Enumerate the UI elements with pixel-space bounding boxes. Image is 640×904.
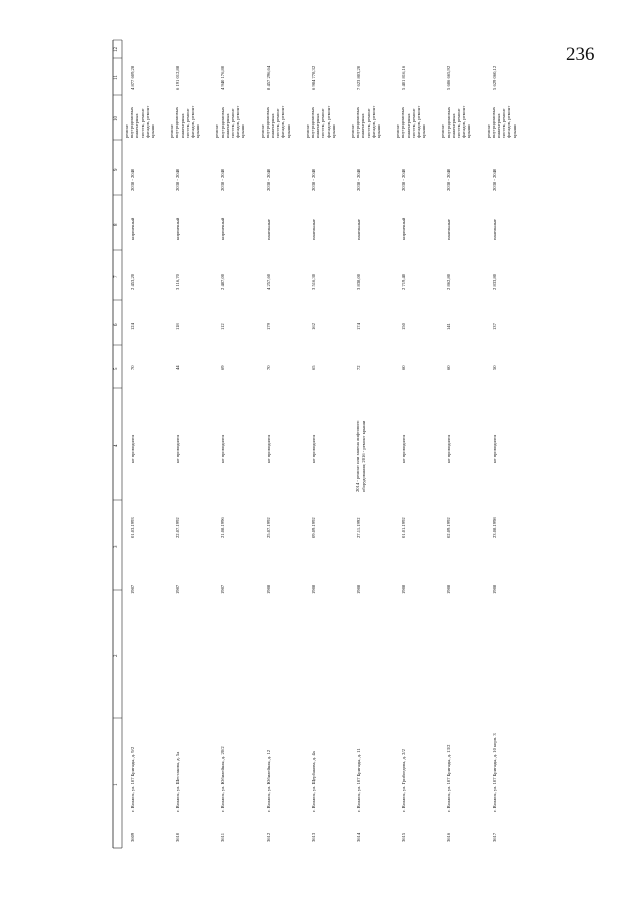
row-status-2: оборудования; 2016 - ремонт крыши <box>361 420 366 492</box>
row-col7: 137 <box>491 323 497 330</box>
row-year: 1988 <box>401 584 407 594</box>
row-col6: 65 <box>310 365 316 370</box>
row-works-line: фасадов, ремонт <box>280 105 286 138</box>
row-works-line: систем, ремонт <box>275 108 281 138</box>
row-works-line: ремонт <box>304 123 310 138</box>
row-area: 2 833,80 <box>491 273 497 290</box>
row-year: 1987 <box>130 584 135 594</box>
row-status: не проводился <box>265 434 271 463</box>
row-works-line: внутридомовых <box>219 106 225 138</box>
column-header-6: 6 <box>114 323 119 326</box>
row-number: 3613 <box>310 832 316 842</box>
row-area: 3 516,30 <box>310 273 316 290</box>
column-header-7: 7 <box>114 275 119 278</box>
row-works-line: крыши <box>421 124 427 138</box>
row-date: 02.09.1992 <box>446 517 452 538</box>
row-cost: 6 984 778,32 <box>310 65 316 90</box>
row-works-line: ремонт <box>395 123 401 138</box>
row-date: 25.07.1992 <box>265 517 271 538</box>
row-material: кирпичный <box>220 217 226 240</box>
row-works-line: инженерных <box>405 113 411 138</box>
row-status: не проводился <box>401 434 407 463</box>
row-works-line: крыши <box>240 124 246 138</box>
row-cost: 7 623 803,20 <box>356 65 361 90</box>
row-col7: 179 <box>265 323 271 330</box>
row-area: 2 453,20 <box>130 273 135 290</box>
row-material: панельные <box>310 219 316 240</box>
row-date: 01.01.1992 <box>401 517 407 538</box>
row-number: 3609 <box>130 832 135 842</box>
row-works-line: инженерных <box>496 113 501 138</box>
row-col7: 150 <box>401 323 407 330</box>
row-cost: 8 457 296,64 <box>265 65 271 90</box>
row-works-line: внутридомовых <box>129 106 135 138</box>
row-col7: 118 <box>175 323 181 330</box>
row-date: 01.03.1993 <box>130 517 135 538</box>
row-col6: 70 <box>130 365 135 370</box>
row-year: 1988 <box>491 584 497 594</box>
row-address: г. Волжск, ул. Шестакова, д. 5а <box>175 751 181 812</box>
row-works-line: систем, ремонт <box>410 108 416 138</box>
row-col6: 60 <box>446 365 452 370</box>
row-status: 2014 - ремонт или замена лифтового <box>355 420 360 492</box>
page-number: 236 <box>566 44 595 65</box>
column-header-3: 3 <box>114 545 119 548</box>
row-works-line: фасадов, ремонт <box>325 105 331 138</box>
row-works-line: инженерных <box>450 113 456 138</box>
row-period: 2038 - 2040 <box>175 168 181 191</box>
row-year: 1987 <box>220 584 226 594</box>
row-address: г. Волжск, ул. 107 Бригады, д. 10 корп. 3 <box>491 733 497 812</box>
row-works-line: фасадов, ремонт <box>144 105 150 138</box>
row-works-line: систем, ремонт <box>230 108 235 138</box>
row-works-line: крыши <box>330 124 336 138</box>
row-year: 1988 <box>356 584 361 594</box>
row-address: г. Волжск, ул. Юбилейная, д. 12 <box>265 749 271 812</box>
row-works-line: внутридомовых <box>400 106 406 138</box>
row-status: не проводился <box>175 434 181 463</box>
row-works-line: ремонт <box>124 123 129 138</box>
row-works-line: внутридомовых <box>174 106 180 138</box>
row-year: 1987 <box>175 584 181 594</box>
row-material: панельные <box>446 219 452 240</box>
row-address: г. Волжск, ул. 107 Бригады, д. 9/2 <box>130 746 135 812</box>
column-header-12: 12 <box>114 47 119 52</box>
row-works-line: внутридомовых <box>264 106 270 138</box>
row-works-line: ремонт <box>214 123 220 138</box>
row-works-line: ремонт <box>485 123 491 138</box>
row-status: не проводился <box>220 434 226 463</box>
row-col7: 124 <box>130 323 135 330</box>
column-header-1: 1 <box>114 783 119 786</box>
row-works-line: ремонт <box>440 123 446 138</box>
row-cost: 6 191 012,88 <box>175 65 181 90</box>
row-number: 3612 <box>265 832 271 842</box>
row-number: 3614 <box>356 832 361 842</box>
row-status: не проводился <box>491 434 497 463</box>
row-address: г. Волжск, ул. 107 Бригады, д. 13/2 <box>446 744 452 812</box>
row-area: 2 719,40 <box>401 273 407 290</box>
row-cost: 5 401 816,16 <box>401 65 407 90</box>
row-address: г. Волжск, ул. 107 Бригады, д. 11 <box>356 748 361 812</box>
row-works-line: крыши <box>466 124 472 138</box>
row-address: г. Волжск, ул. Щербакова, д. 4а <box>310 751 316 812</box>
row-works-line: ремонт <box>350 123 355 138</box>
column-header-11: 11 <box>114 74 119 80</box>
row-works-line: внутридомовых <box>310 106 315 138</box>
row-works-line: крыши <box>285 124 291 138</box>
row-status: не проводился <box>310 434 316 463</box>
row-col7: 112 <box>220 323 226 330</box>
row-year: 1988 <box>265 584 271 594</box>
row-works-line: инженерных <box>179 113 185 138</box>
row-date: 27.11.1992 <box>356 517 361 538</box>
row-material: панельные <box>265 219 271 240</box>
row-material: кирпичный <box>175 217 181 240</box>
row-period: 2038 - 2040 <box>265 168 271 191</box>
column-header-9: 9 <box>114 168 119 171</box>
row-col6: 70 <box>265 365 271 370</box>
row-works-line: систем, ремонт <box>139 108 145 138</box>
row-year: 1988 <box>310 584 316 594</box>
row-col7: 141 <box>446 323 452 330</box>
row-period: 2038 - 2040 <box>446 168 452 191</box>
row-number: 3617 <box>491 832 497 842</box>
row-status: не проводился <box>446 434 452 463</box>
row-material: панельные <box>491 219 497 240</box>
row-period: 2038 - 2040 <box>310 168 316 191</box>
column-header-4: 4 <box>114 444 119 447</box>
column-header-5: 5 <box>114 367 119 370</box>
row-works-line: фасадов, ремонт <box>235 105 241 138</box>
row-area: 3 116,70 <box>175 274 181 290</box>
row-works-line: систем, ремонт <box>456 108 461 138</box>
row-address: г. Волжск, ул. Юбилейная, д. 20/2 <box>220 746 226 812</box>
row-works-line: систем, ремонт <box>320 108 326 138</box>
row-works-line: внутридомовых <box>355 106 361 138</box>
row-cost: 4 940 176,80 <box>220 65 226 90</box>
row-cost: 5 686 665,92 <box>446 65 452 90</box>
row-date: 22.07.1992 <box>175 517 181 538</box>
row-works-line: крыши <box>376 124 381 138</box>
row-works-line: фасадов, ремонт <box>370 105 376 138</box>
row-works-line: систем, ремонт <box>184 108 190 138</box>
row-number: 3611 <box>220 832 226 842</box>
row-period: 2038 - 2040 <box>356 168 361 191</box>
row-cost: 4 877 609,28 <box>130 65 135 90</box>
row-works-line: фасадов, ремонт <box>506 105 512 138</box>
row-works-line: систем, ремонт <box>365 108 371 138</box>
row-col6: 50 <box>491 365 497 370</box>
row-area: 2 487,00 <box>220 273 226 290</box>
row-date: 23.08.1998 <box>491 517 497 538</box>
row-works-line: систем, ремонт <box>501 108 507 138</box>
row-works-line: фасадов, ремонт <box>190 105 195 138</box>
row-works-line: инженерных <box>134 113 140 138</box>
row-area: 3 838,00 <box>356 273 361 290</box>
row-area: 4 257,60 <box>265 273 271 290</box>
row-material: кирпичный <box>401 217 407 240</box>
row-col6: 44 <box>175 365 181 370</box>
row-works-line: инженерных <box>315 113 321 138</box>
row-period: 2038 - 2040 <box>220 168 226 191</box>
row-works-line: инженерных <box>360 113 366 138</box>
row-works-line: ремонт <box>169 123 175 138</box>
row-status: не проводился <box>130 434 135 463</box>
row-period: 2038 - 2040 <box>401 168 407 191</box>
row-works-line: внутридомовых <box>490 106 496 138</box>
row-works-line: фасадов, ремонт <box>416 105 421 138</box>
row-number: 3616 <box>446 832 452 842</box>
column-header-10: 10 <box>114 115 119 121</box>
row-year: 1988 <box>446 584 452 594</box>
row-col7: 174 <box>356 323 361 330</box>
row-works-line: крыши <box>511 124 517 138</box>
row-date: 21.08.1996 <box>220 517 226 538</box>
column-header-2: 2 <box>114 654 119 657</box>
column-header-8: 8 <box>114 223 119 226</box>
row-period: 2038 - 2040 <box>491 168 497 191</box>
row-works-line: крыши <box>195 124 201 138</box>
row-works-line: крыши <box>150 124 155 138</box>
row-col6: 69 <box>220 365 226 370</box>
row-works-line: фасадов, ремонт <box>461 105 467 138</box>
row-material: кирпичный <box>130 217 135 240</box>
row-works-line: ремонт <box>259 123 265 138</box>
row-works-line: инженерных <box>224 113 230 138</box>
row-address: г. Волжск, ул. Грибоедова, д. 2/2 <box>401 749 407 812</box>
row-number: 3610 <box>175 832 181 842</box>
row-number: 3615 <box>401 832 407 842</box>
row-date: 09.09.1992 <box>310 517 316 538</box>
row-col6: 60 <box>401 365 407 370</box>
row-col7: 162 <box>310 323 316 330</box>
row-col6: 72 <box>356 365 361 370</box>
row-area: 2 862,80 <box>446 273 452 290</box>
row-works-line: внутридомовых <box>445 106 451 138</box>
row-period: 2038 - 2040 <box>130 168 135 191</box>
row-works-line: инженерных <box>270 113 275 138</box>
row-material: панельные <box>356 219 361 240</box>
row-cost: 5 629 060,12 <box>491 65 497 90</box>
